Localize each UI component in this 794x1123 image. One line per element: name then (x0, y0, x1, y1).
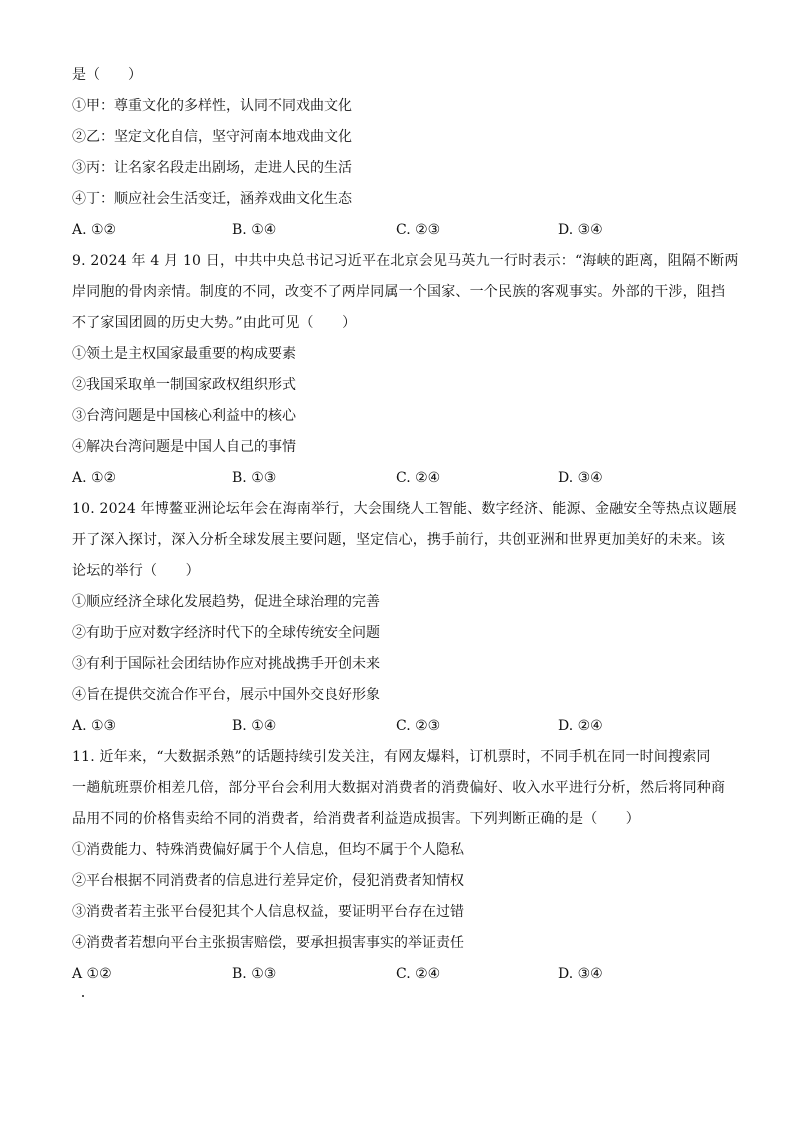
answer-choices (72, 959, 722, 990)
answer-b[interactable]: B. ①④ (232, 718, 277, 734)
option-3: ③有利于国际社会团结协作应对挑战携手开创未来 (72, 656, 380, 672)
option-1: ①顺应经济全球化发展趋势，促进全球治理的完善 (72, 594, 380, 610)
question-9 (72, 246, 739, 494)
answer-a[interactable]: A. ①② (72, 222, 117, 238)
question-stem-line: 品用不同的价格售卖给不同的消费者，给消费者利益造成损害。下列判断正确的是（ ） (72, 811, 640, 827)
option-1: ①消费能力、特殊消费偏好属于个人信息，但均不属于个人隐私 (72, 842, 464, 858)
question-stem-tail: 是（ ） (72, 67, 142, 83)
option-3: ③台湾问题是中国核心利益中的核心 (72, 408, 296, 424)
answer-choices (72, 463, 722, 494)
option-4: ④丁：顺应社会生活变迁，涵养戏曲文化生态 (72, 191, 352, 207)
option-2: ②平台根据不同消费者的信息进行差异定价，侵犯消费者知情权 (72, 873, 464, 889)
question-stem-line: 开了深入探讨，深入分析全球发展主要问题，坚定信心，携手前行，共创亚洲和世界更加美好的未来。该 (72, 532, 726, 548)
answer-a[interactable]: A. ①② (72, 470, 117, 486)
option-1: ①领土是主权国家最重要的构成要素 (72, 346, 296, 362)
answer-c[interactable]: C. ②③ (396, 222, 441, 238)
answer-choices (72, 711, 722, 742)
answer-a[interactable]: A ①② (72, 966, 112, 982)
option-4: ④旨在提供交流合作平台，展示中国外交良好形象 (72, 687, 380, 703)
answer-d[interactable]: D. ②④ (558, 718, 603, 734)
answer-choices (72, 215, 722, 246)
option-2: ②乙：坚定文化自信，坚守河南本地戏曲文化 (72, 129, 352, 145)
exam-page (72, 60, 739, 990)
option-4: ④解决台湾问题是中国人自己的事情 (72, 439, 296, 455)
option-4: ④消费者若想向平台主张损害赔偿，要承担损害事实的举证责任 (72, 935, 464, 951)
question-stem-line: 一趟航班票价相差几倍，部分平台会利用大数据对消费者的消费偏好、收入水平进行分析，然后将同种商 (72, 780, 726, 796)
question-stem-line: 11. 近年来，“大数据杀熟”的话题持续引发关注，有网友爆料，订机票时，不同手机在同一时间搜索同 (72, 749, 711, 765)
question-stem-line: 岸同胞的骨肉亲情。制度的不同，改变不了两岸同属一个国家、一个民族的客观事实。外部的干涉，阻挡 (72, 284, 726, 300)
question-10 (72, 494, 737, 742)
answer-c[interactable]: C. ②③ (396, 718, 441, 734)
answer-c[interactable]: C. ②④ (396, 470, 441, 486)
question-stem-line: 9. 2024 年 4 月 10 日，中共中央总书记习近平在北京会见马英九一行时表示：“海峡的距离，阻隔不断两 (72, 253, 739, 269)
question-8 (72, 60, 722, 246)
answer-b[interactable]: B. ①④ (232, 222, 277, 238)
answer-d[interactable]: D. ③④ (558, 222, 603, 238)
option-2: ②有助于应对数字经济时代下的全球传统安全问题 (72, 625, 380, 641)
answer-a[interactable]: A. ①③ (72, 718, 117, 734)
answer-b[interactable]: B. ①③ (232, 966, 277, 982)
option-1: ①甲：尊重文化的多样性，认同不同戏曲文化 (72, 98, 352, 114)
question-11 (72, 742, 726, 990)
answer-b[interactable]: B. ①③ (232, 470, 277, 486)
question-stem-line: 论坛的举行（ ） (72, 563, 200, 579)
option-3: ③消费者若主张平台侵犯其个人信息权益，要证明平台存在过错 (72, 904, 464, 920)
question-stem-line: 10. 2024 年博鳌亚洲论坛年会在海南举行，大会围绕人工智能、数字经济、能源、金融安全等热点议题展 (72, 501, 737, 517)
option-3: ③丙：让名家名段走出剧场，走进人民的生活 (72, 160, 352, 176)
question-stem-line: 不了家国团圆的历史大势。”由此可见（ ） (72, 315, 357, 331)
answer-d[interactable]: D. ③④ (558, 966, 603, 982)
stray-mark (82, 995, 84, 997)
option-2: ②我国采取单一制国家政权组织形式 (72, 377, 296, 393)
answer-d[interactable]: D. ③④ (558, 470, 603, 486)
answer-c[interactable]: C. ②④ (396, 966, 441, 982)
